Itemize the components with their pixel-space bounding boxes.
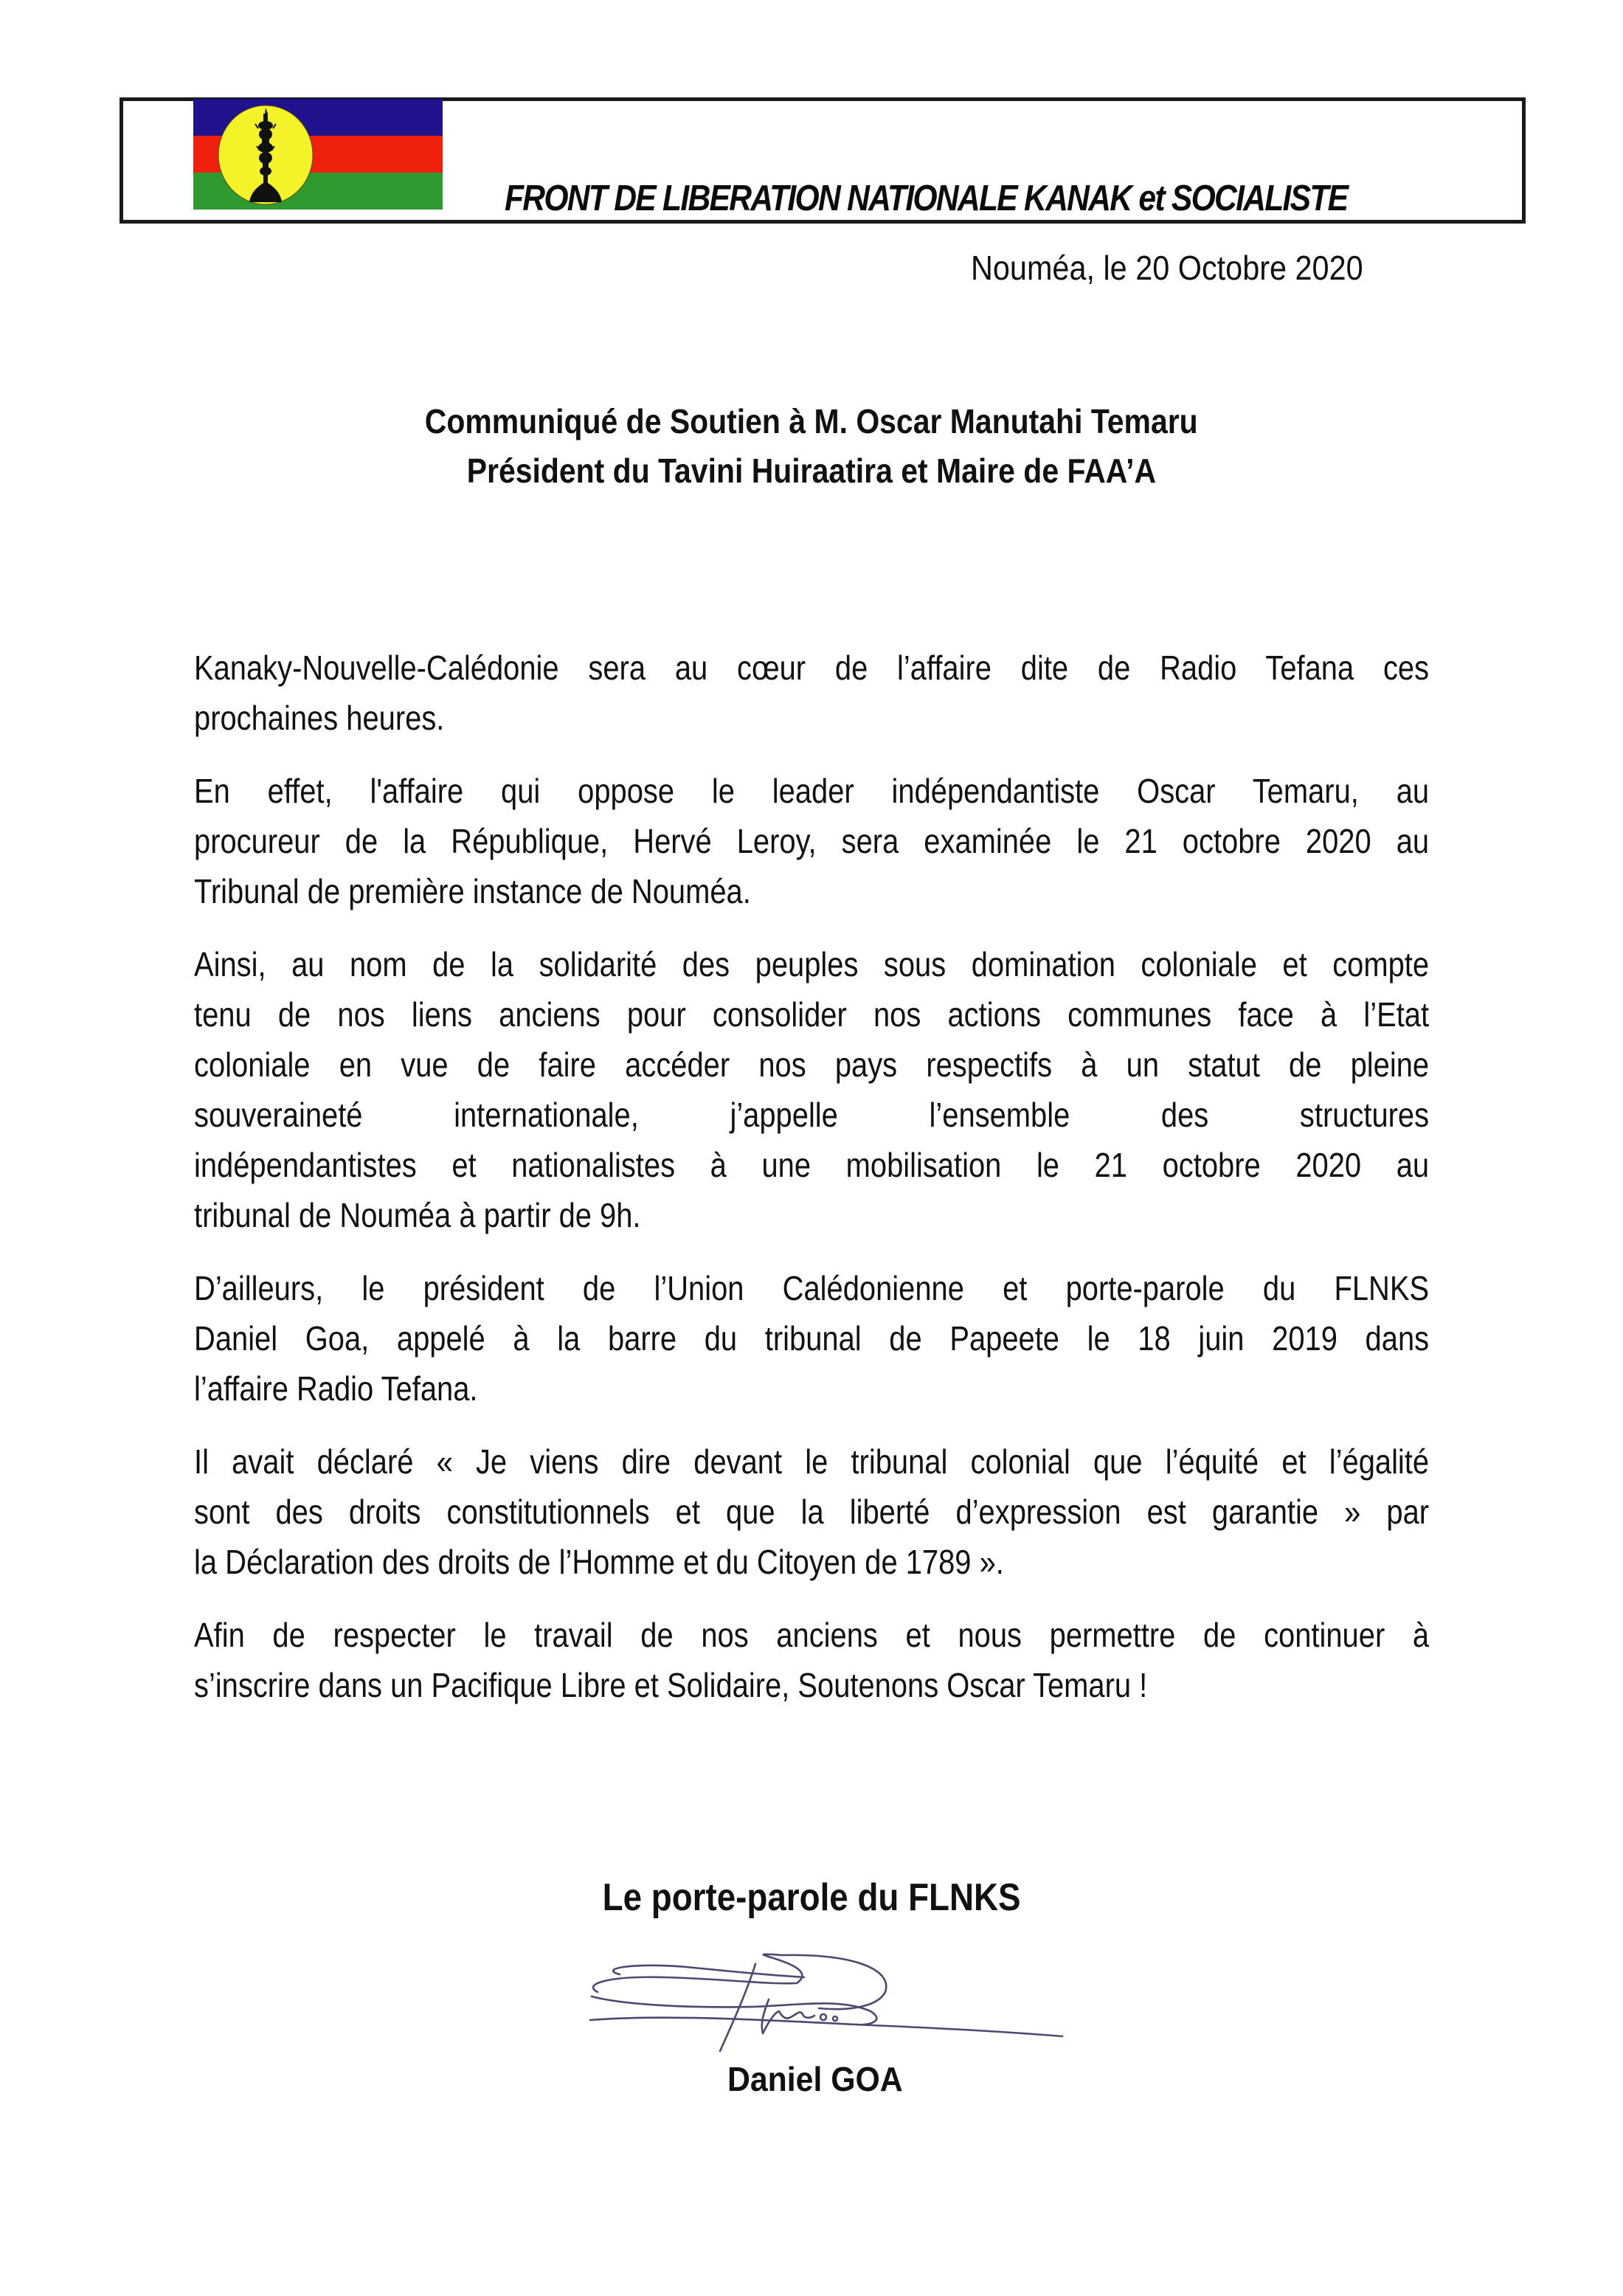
body-line [194,1190,1429,1240]
communique-title [0,401,1623,442]
organization-name: FRONT DE LIBERATION NATIONALE KANAK et SOCIALISTE [505,179,1348,218]
body-line-text: D’ailleurs, le président de l’Union Calédonienne et porte-parole du FLNKS [194,1269,1430,1307]
body-paragraph [194,643,1429,743]
body-line-text: tribunal de Nouméa à partir de 9h. [194,1196,641,1234]
body-line [194,1537,1429,1587]
body-line [194,1313,1429,1363]
body-line-text: l’affaire Radio Tefana. [194,1369,478,1408]
body-line [194,1090,1429,1140]
signatory-role [0,1874,1623,1921]
body-line [194,766,1429,816]
body-line [194,939,1429,989]
handwritten-signature [575,1940,1077,2066]
body-line [194,1610,1429,1660]
body-paragraph [194,766,1429,916]
body-line-text: s’inscrire dans un Pacifique Libre et Solidaire, Soutenons Oscar Temaru ! [194,1666,1148,1704]
body-line [194,1436,1429,1487]
body-line [194,989,1429,1040]
body-line-text: Afin de respecter le travail de nos anciens et nous permettre de continuer à [194,1616,1430,1654]
title-line-1: Communiqué de Soutien à M. Oscar Manutahi Temaru [425,402,1198,440]
body-line [194,1263,1429,1313]
body-line [194,1140,1429,1190]
body-line-text: Ainsi, au nom de la solidarité des peuples sous domination coloniale et compte [194,945,1430,983]
date-line: Nouméa, le 20 Octobre 2020 [971,249,1363,287]
body-line [194,866,1429,916]
body-paragraph [194,1610,1429,1710]
body-line [194,1363,1429,1414]
body-paragraph [194,939,1429,1240]
body-line [194,816,1429,866]
body-line-text: Kanaky-Nouvelle-Calédonie sera au cœur de l’affaire dite de Radio Tefana ces [194,649,1430,687]
body-line-text: procureur de la République, Hervé Leroy, sera examinée le 21 octobre 2020 au [194,822,1430,860]
body-line [194,643,1429,693]
body-line-text: prochaines heures. [194,699,445,737]
signatory-name-text: Daniel GOA [727,2060,903,2098]
body-line [194,1040,1429,1090]
body-paragraph [194,1436,1429,1587]
title-line-2: Président du Tavini Huiraatira et Maire de FAA’A [466,452,1157,490]
body-line-text: sont des droits constitutionnels et que la liberté d’expression est garantie » par [194,1493,1430,1531]
kanak-flag-logo [193,99,443,210]
body-line [194,693,1429,743]
body-line-text: la Déclaration des droits de l’Homme et du Citoyen de 1789 ». [194,1543,1004,1581]
body-line-text: coloniale en vue de faire accéder nos pays respectifs à un statut de pleine [194,1045,1430,1084]
body-line [194,1487,1429,1537]
body-line-text: tenu de nos liens anciens pour consolider nos actions communes face à l’Etat [194,995,1430,1034]
body-paragraph [194,1263,1429,1414]
body-line-text: souveraineté internationale, j’appelle l’ensemble des structures [194,1096,1430,1134]
body-line-text: Il avait déclaré « Je viens dire devant le tribunal colonial que l’équité et l’égalité [194,1442,1430,1481]
body-line-text: Tribunal de première instance de Nouméa. [194,872,751,910]
body-line-text: indépendantistes et nationalistes à une mobilisation le 21 octobre 2020 au [194,1146,1430,1184]
body-line-text: Daniel Goa, appelé à la barre du tribunal de Papeete le 18 juin 2019 dans [194,1319,1430,1358]
body-line [194,1660,1429,1710]
signatory-role-text: Le porte-parole du FLNKS [602,1876,1021,1919]
signatory-name [0,2058,1623,2100]
communique-subtitle [0,450,1623,491]
body-line-text: En effet, l'affaire qui oppose le leader indépendantiste Oscar Temaru, au [194,772,1430,810]
